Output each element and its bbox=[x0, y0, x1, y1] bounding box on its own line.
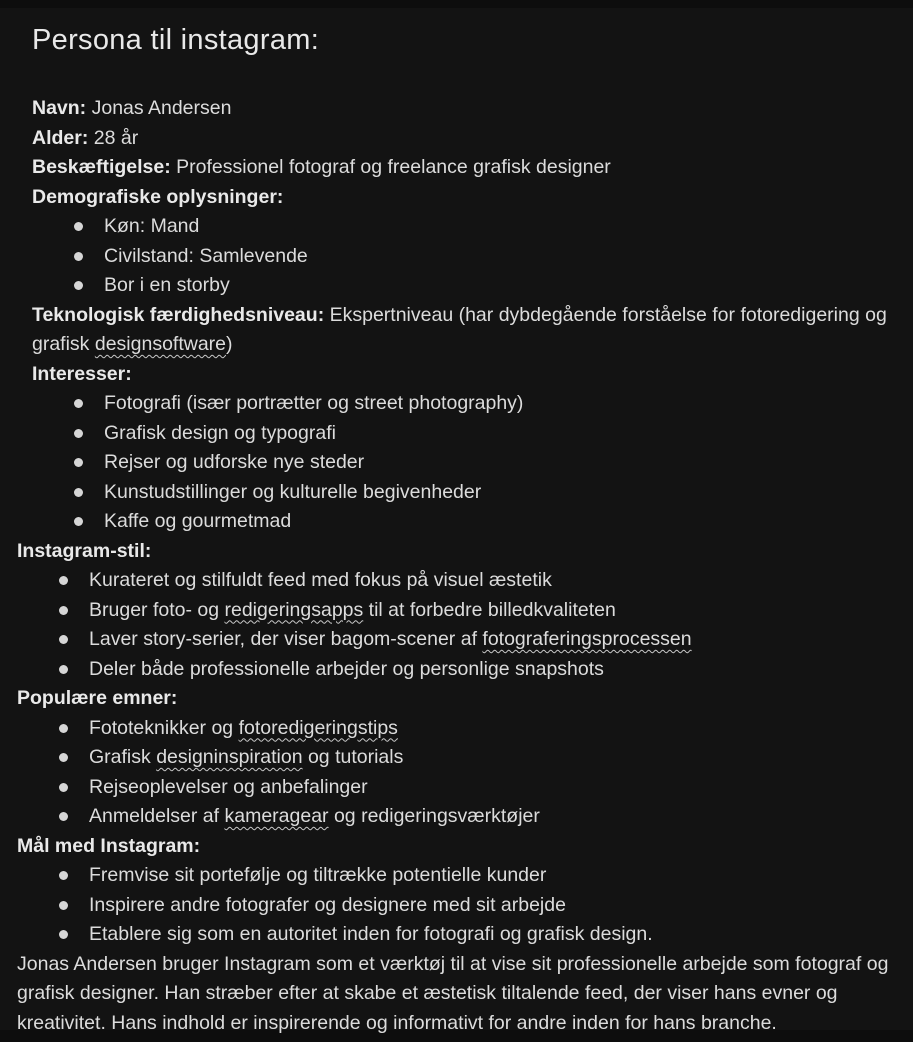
list-item: Anmeldelser af kameragear og redigeringsværktøjer bbox=[17, 802, 893, 832]
page-title: Persona til instagram: bbox=[32, 24, 320, 56]
list-item: Rejseoplevelser og anbefalinger bbox=[17, 773, 893, 803]
field-beskaeftigelse-value: Professionel fotograf og freelance grafisk designer bbox=[176, 156, 611, 178]
list-item: Civilstand: Samlevende bbox=[32, 242, 887, 272]
list-item: Etablere sig som en autoritet inden for fotografi og grafisk design. bbox=[17, 920, 893, 950]
misspelled-word: redigeringsapps bbox=[224, 598, 364, 621]
tech-level-label: Teknologisk færdighedsniveau: bbox=[32, 303, 325, 326]
field-navn-value: Jonas Andersen bbox=[91, 97, 232, 119]
misspelled-word: fotoredigeringstips bbox=[238, 716, 398, 739]
field-beskaeftigelse-label: Beskæftigelse: bbox=[32, 156, 171, 178]
summary-paragraph: Jonas Andersen bruger Instagram som et værktøj til at vise sit professionelle arbejde som fotograf og grafisk designer. Han stræber efter at skabe et æstetisk tiltalende feed, der viser hans evner og kreativitet. Hans indhold er inspirerende og informativt for andre inden for hans branche. bbox=[17, 952, 889, 1034]
misspelled-word: designsoftware bbox=[94, 333, 227, 355]
goals-list bbox=[17, 861, 893, 950]
misspelled-word: designinspiration bbox=[156, 746, 303, 768]
instagram-style-list bbox=[17, 566, 893, 684]
persona-document-lower bbox=[0, 537, 913, 1039]
interests-heading: Interesser: bbox=[32, 362, 132, 385]
instagram-style-heading: Instagram-stil: bbox=[17, 539, 152, 562]
list-item: Fremvise sit portefølje og tiltrække potentielle kunder bbox=[17, 861, 893, 891]
list-item: Bruger foto- og redigeringsapps til at forbedre billedkvaliteten bbox=[17, 596, 893, 626]
demographics-list bbox=[32, 212, 887, 301]
goals-heading: Mål med Instagram: bbox=[17, 834, 201, 857]
misspelled-word: kameragear bbox=[224, 805, 329, 827]
list-item: Kunstudstillinger og kulturelle begivenheder bbox=[32, 478, 887, 508]
field-alder bbox=[32, 124, 887, 154]
list-item: Inspirere andre fotografer og designere med sit arbejde bbox=[17, 891, 893, 921]
list-item: Deler både professionelle arbejder og personlige snapshots bbox=[17, 655, 893, 685]
list-item: Grafisk design og typografi bbox=[32, 419, 887, 449]
field-navn-label: Navn: bbox=[32, 97, 87, 119]
list-item: Fotografi (især portrætter og street photography) bbox=[32, 389, 887, 419]
list-item: Kaffe og gourmetmad bbox=[32, 507, 887, 537]
list-item: Laver story-serier, der viser bagom-scener af fotograferingsprocessen bbox=[17, 625, 893, 655]
popular-topics-list bbox=[17, 714, 893, 832]
field-beskaeftigelse bbox=[32, 153, 887, 183]
list-item: Rejser og udforske nye steder bbox=[32, 448, 887, 478]
field-navn bbox=[32, 94, 887, 124]
misspelled-word: fotograferingsprocessen bbox=[482, 628, 692, 650]
field-alder-label: Alder: bbox=[32, 126, 89, 149]
popular-topics-heading: Populære emner: bbox=[17, 687, 178, 709]
list-item: Grafisk designinspiration og tutorials bbox=[17, 743, 893, 773]
list-item: Fototeknikker og fotoredigeringstips bbox=[17, 714, 893, 744]
demographics-heading: Demografiske oplysninger: bbox=[32, 185, 284, 208]
field-alder-value: 28 år bbox=[93, 126, 139, 149]
list-item: Bor i en storby bbox=[32, 271, 887, 301]
tech-level-paragraph: Teknologisk færdighedsniveau: Ekspertniveau (har dybdegående forståelse for fotoredigering og grafisk designsoftware) bbox=[32, 303, 887, 355]
list-item: Køn: Mand bbox=[32, 212, 887, 242]
list-item: Kurateret og stilfuldt feed med fokus på visuel æstetik bbox=[17, 566, 893, 596]
interests-list bbox=[32, 389, 887, 537]
